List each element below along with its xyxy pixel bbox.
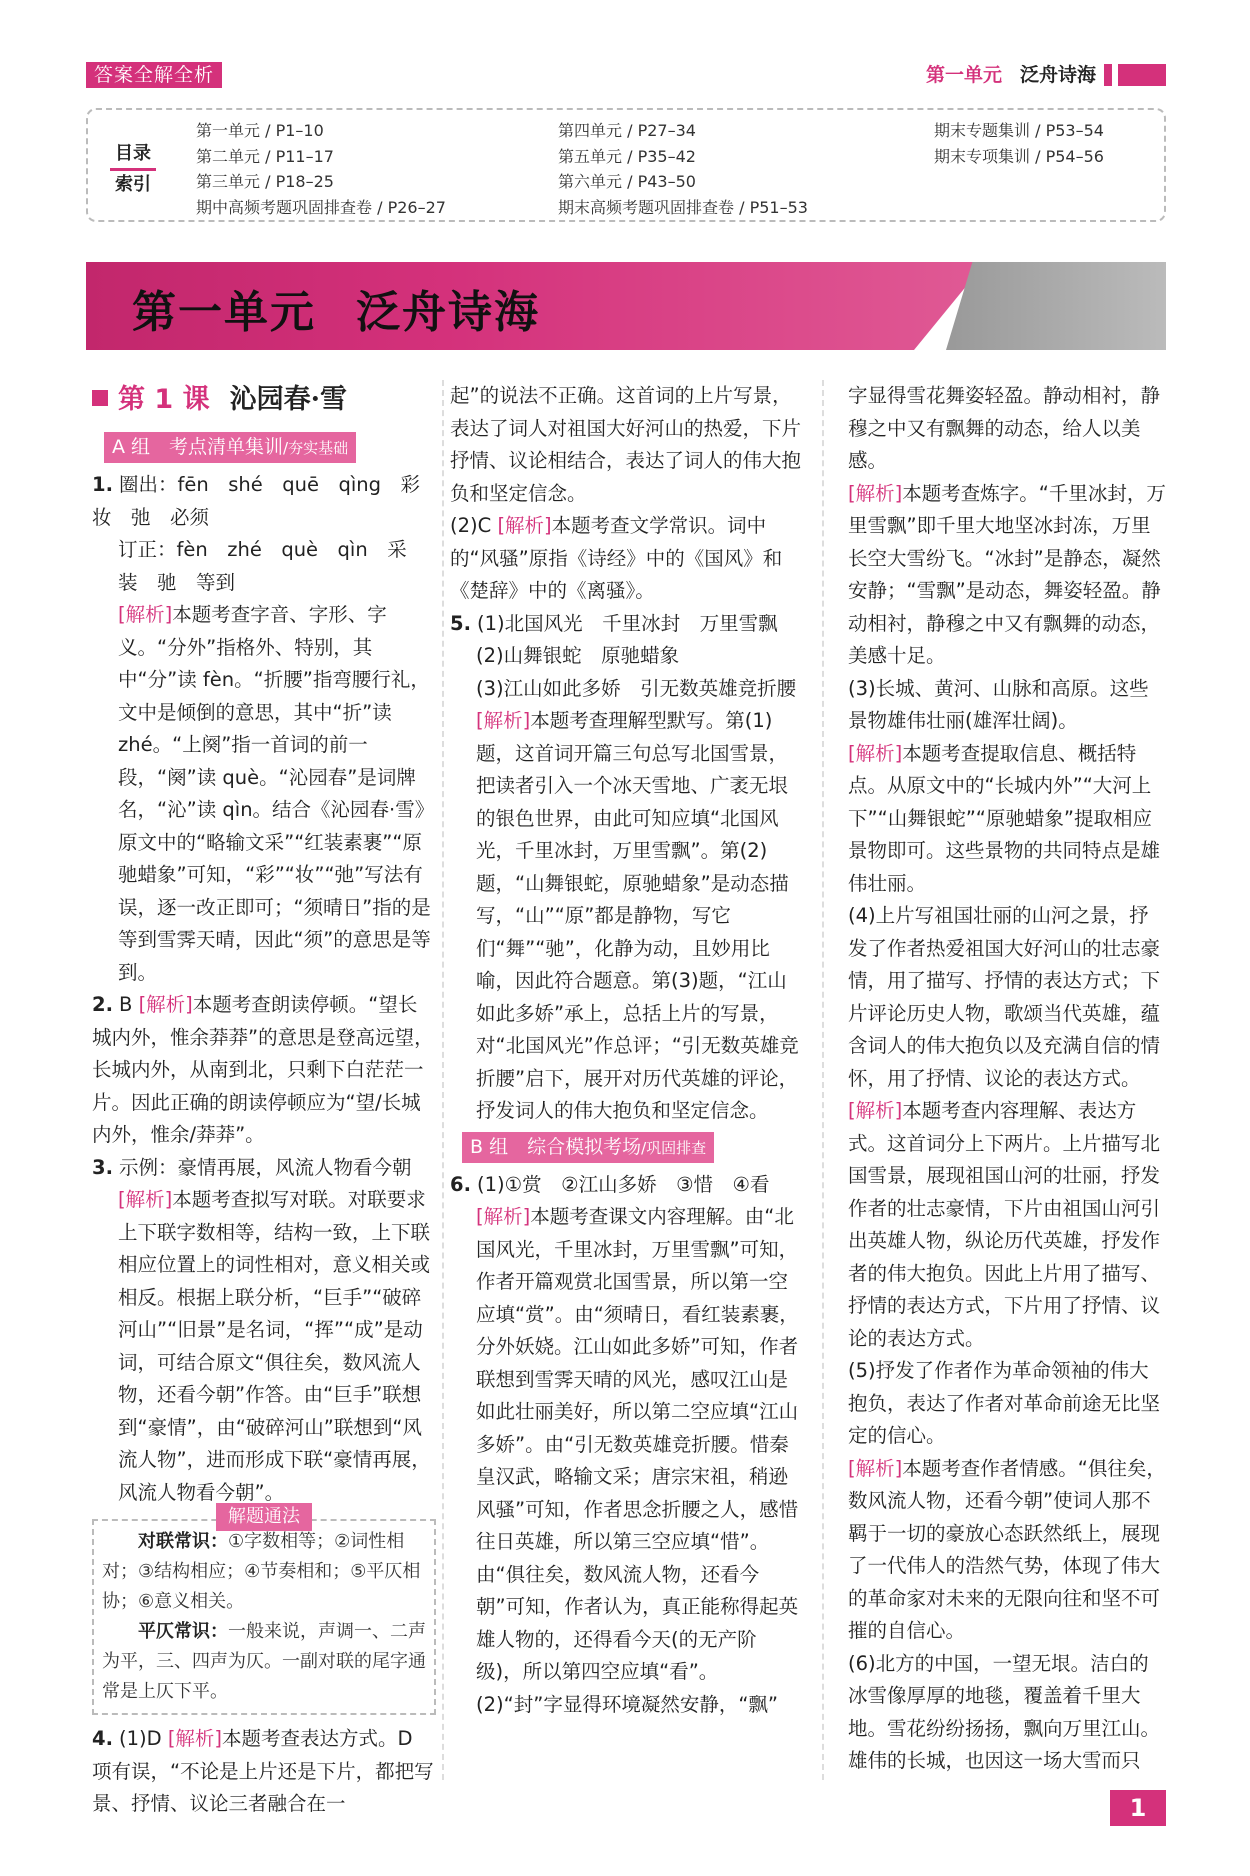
tip-term: 对联常识： [138,1531,228,1552]
toc-column-2 [558,118,808,220]
toc-item[interactable]: 第三单元 / P18–25 [196,172,334,191]
analysis-tag: [解析] [476,709,531,732]
header-accent-bar-small [1104,64,1112,86]
answer-text: 示例：豪情再展，风流人物看今朝 [118,1155,412,1179]
analysis-text: 本题考查文学常识。词中的“风骚”原指《诗经》中的《国风》和《楚辞》中的《离骚》。 [450,514,783,602]
question-number: 1. [92,473,113,496]
column-2 [450,380,802,1721]
question-5 [450,608,802,641]
group-b-heading [462,1132,714,1163]
analysis-tag: [解析] [848,1456,903,1480]
question-4 [92,1723,436,1821]
answer-text: (2)山舞银蛇 原驰蜡象 [476,644,680,667]
tip-term: 平仄常识： [138,1621,228,1642]
toc-label-line1: 目录 [110,140,156,171]
unit-banner [86,262,1166,350]
analysis [848,478,1168,673]
column-divider [822,380,824,1780]
banner-unit-title: 泛舟诗海 [356,287,540,338]
question-number: 5. [450,611,471,635]
answer-text: (1)D [118,1727,162,1750]
toc-item[interactable]: 期中高频考题巩固排查卷 / P26–27 [196,197,446,217]
answer-text: (2)C [450,514,492,537]
banner-gray-shape [946,262,1166,350]
question-2 [92,989,436,1152]
analysis-tag: [解析] [476,1205,531,1228]
group-b-sub: /巩固排查 [641,1138,707,1157]
analysis-text: 本题考查字音、字形、字义。“分外”指格外、特别，其中“分”读 fèn。“折腰”指弯腰行礼，文中是倾倒的意思，其中“折”读 zhé。“上阕”指一首词的前一段，“阕”读 què。“沁园春”是词牌名，“沁”读 qìn。结合《沁园春·雪》原文中的“略输文采”“红装素裹”“原驰蜡象”可知，“彩”“妆”“弛”写法有误，逐一改正即可；“须晴日”指的是等到雪霁天晴，因此“须”的意思是等到。 [118,603,435,984]
analysis-text: 本题考查内容理解、表达方式。这首词分上下两片。上片描写北国雪景，展现祖国山河的壮丽，抒发作者的壮志豪情，下片由祖国山河引出英雄人物，纵论历代英雄，抒发作者的伟大抱负。因此上片用了描写、抒情的表达方式，下片用了抒情、议论的表达方式。 [848,1099,1161,1350]
analysis-tag: [解析] [118,603,173,626]
toc-item[interactable]: 第一单元 / P1–10 [196,121,324,140]
toc-label [110,140,156,199]
analysis [92,599,436,989]
toc-column-3 [934,118,1104,169]
header-unit-title: 泛舟诗海 [1019,64,1096,86]
group-a-sub: /夯实基础 [283,439,349,457]
paragraph: 字显得雪花舞姿轻盈。静动相衬，静穆之中又有飘舞的动态，给人以美感。 [848,384,1161,472]
paragraph: 起”的说法不正确。这首词的上片写景，表达了词人对祖国大好河山的热爱，下片抒情、议论相结合，表达了词人的伟大抱负和坚定信念。 [450,384,802,505]
tip-text: 一般来说，声调一、二声为平，三、四声为仄。一副对联的尾字通常是上仄下平。 [102,1621,426,1702]
answer-text: B [118,993,133,1016]
answer-text: (3)江山如此多娇 引无数英雄竞折腰 [476,676,797,700]
toc-item[interactable]: 第六单元 / P43–50 [558,172,696,191]
toc-item[interactable]: 期末专项集训 / P54–56 [934,146,1104,166]
header-accent-bar [1118,64,1166,86]
header-label: 答案全解全析 [86,62,222,88]
answer-text: (4)上片写祖国壮丽的山河之景，抒发了作者热爱祖国大好河山的壮志豪情，用了描写、抒情的表达方式；下片评论历史人物，歌颂当代英雄，蕴含词人的伟大抱负以及充满自信的情怀，用了抒情、议论的表达方式。 [848,904,1161,1090]
lesson-title [92,380,436,420]
analysis-text: 本题考查炼字。“千里冰封，万里雪飘”即千里大地坚冰封冻，万里长空大雪纷飞。“冰封”是静态，凝然安静；“雪飘”是动态，舞姿轻盈。静动相衬，静穆之中又有飘舞的动态，美感十足。 [848,481,1166,667]
question-number: 3. [92,1155,113,1179]
tip-heading: 解题通法 [216,1503,312,1531]
question-3 [92,1152,436,1185]
answer-4-2 [450,510,802,608]
toc-item[interactable]: 第二单元 / P11–17 [196,146,334,166]
analysis-tag: [解析] [848,741,903,765]
answer-text: 圈出：fēn shé quē qìng 彩 妆 弛 必须 [92,473,440,529]
column-3 [848,380,1168,1778]
analysis [450,705,802,1128]
tip-paragraph [102,1527,426,1617]
solution-tip-box [92,1506,436,1715]
table-of-contents [86,108,1166,222]
analysis-tag: [解析] [118,1188,173,1211]
header-unit-number: 第一单元 [925,64,1002,86]
toc-item[interactable]: 第四单元 / P27–34 [558,121,696,140]
analysis-text: 本题考查拟写对联。对联要求上下联字数相等，结构一致，上下联相应位置上的词性相对，意义相关或相反。根据上联分析，“巨手”“破碎河山”“旧景”是名词，“挥”“成”是动词，可结合原文“俱往矣，数风流人物，还看今朝”作答。由“巨手”联想到“豪情”，由“破碎河山”联想到“风流人物”，进而形成下联“豪情再展，风流人物看今朝”。 [118,1188,431,1504]
page-header [86,62,1166,88]
analysis-text: 本题考查提取信息、概括特点。从原文中的“长城内外”“大河上下”“山舞银蛇”“原驰蜡象”提取相应景物即可。这些景物的共同特点是雄伟壮丽。 [848,741,1161,895]
analysis [450,1201,802,1689]
analysis-text: 本题考查课文内容理解。由“北国风光，千里冰封，万里雪飘”可知，作者开篇观赏北国雪景，所以第一空应填“赏”。由“须晴日，看红装素裹，分外妖娆。江山如此多娇”可知，作者联想到雪霁天晴的风光，感叹江山是如此壮丽美好，所以第二空应填“江山多娇”。由“引无数英雄竞折腰。惜秦皇汉武，略输文采；唐宗宋祖，稍逊风骚”可知，作者思念折腰之人，感惜往日英雄，所以第三空应填“惜”。由“俱往矣，数风流人物，还看今朝”可知，作者认为，真正能称得起英雄人物的，还得看今天(的无产阶级)，所以第四空应填“看”。 [476,1205,799,1683]
banner-unit: 第一单元 [132,287,316,338]
tip-paragraph [102,1617,426,1707]
analysis [848,738,1168,901]
answer-text: 订正：fèn zhé què qìn 采 装 驰 等到 [118,538,427,594]
question-number: 2. [92,993,113,1016]
analysis [92,1184,436,1509]
answer-text: (5)抒发了作者作为革命领袖的伟大抱负，表达了作者对革命前途无比坚定的信心。 [848,1359,1161,1447]
page-number: 1 [1110,1790,1166,1826]
analysis-text: 本题考查表达方式。D 项有误，“不论是上片还是下片，都把写景、抒情、议论三者融合在一 [92,1727,434,1815]
analysis-text: 本题考查作者情感。“俱往矣，数风流人物，还看今朝”使词人那不羁于一切的豪放心态跃然纸上，展现了一代伟人的浩然气势，体现了伟大的革命家对未来的无限向往和坚不可摧的自信心。 [848,1456,1166,1642]
lesson-name: 沁园春·雪 [229,384,347,415]
answer-text: (6)北方的中国，一望无垠。洁白的冰雪像厚厚的地毯，覆盖着千里大地。雪花纷纷扬扬，飘向万里江山。雄伟的长城，也因这一场大雪而只 [848,1651,1161,1772]
toc-label-line2: 索引 [115,174,151,195]
answer-text: (3)长城、黄河、山脉和高原。这些景物雄伟壮丽(雄浑壮阔)。 [848,676,1149,732]
question-6 [450,1169,802,1202]
analysis-tag: [解析] [138,993,193,1016]
column-1 [92,380,440,1821]
lesson-number: 第 1 课 [118,384,210,415]
header-unit [926,62,1096,88]
question-1 [92,469,440,534]
analysis-text: 本题考查朗读停顿。“望长城内外，惟余莽莽”的意思是登高远望，长城内外，从南到北，只剩下白茫茫一片。因此正确的朗读停顿应为“望/长城内外，惟余/莽莽”。 [92,993,434,1146]
analysis-tag: [解析] [848,481,903,505]
banner-title [132,276,580,340]
answer-text: (2)“封”字显得环境凝然安静，“飘” [476,1692,779,1716]
question-number: 4. [92,1727,113,1750]
square-bullet-icon [92,390,108,406]
toc-item[interactable]: 期末高频考题巩固排查卷 / P51–53 [558,197,808,217]
column-divider [442,380,444,1780]
analysis-text: 本题考查理解型默写。第(1)题，这首词开篇三句总写北国雪景，把读者引入一个冰天雪地、广袤无垠的银色世界，由此可知应填“北国风光，千里冰封，万里雪飘”。第(2)题，“山舞银蛇，原驰蜡象”是动态描写，“山”“原”都是静物，写它们“舞”“驰”，化静为动，且妙用比喻，因此符合题意。第(3)题，“江山如此多娇”承上，总括上片的写景，对“北国风光”作总评；“引无数英雄竞折腰”启下，展开对历代英雄的评论，抒发词人的伟大抱负和坚定信念。 [476,709,799,1122]
tip-text: ①字数相等；②词性相对；③结构相应；④节奏相和；⑤平仄相协；⑥意义相关。 [102,1531,421,1612]
group-a-label: A 组 考点清单集训 [112,436,284,458]
analysis [848,1095,1168,1355]
answer-text: (1)①赏 ②江山多娇 ③惜 ④看 [476,1172,770,1196]
group-b-label: B 组 综合模拟考场 [470,1135,642,1158]
group-a-heading [104,432,356,463]
toc-item[interactable]: 期末专题集训 / P53–54 [934,121,1104,140]
analysis-tag: [解析] [497,514,552,537]
analysis-tag: [解析] [167,1727,223,1750]
toc-column-1 [196,118,446,220]
toc-item[interactable]: 第五单元 / P35–42 [558,146,696,166]
analysis-tag: [解析] [848,1099,903,1122]
analysis [848,1453,1168,1648]
answer-text: (1)北国风光 千里冰封 万里雪飘 [476,611,778,635]
question-number: 6. [450,1172,471,1196]
